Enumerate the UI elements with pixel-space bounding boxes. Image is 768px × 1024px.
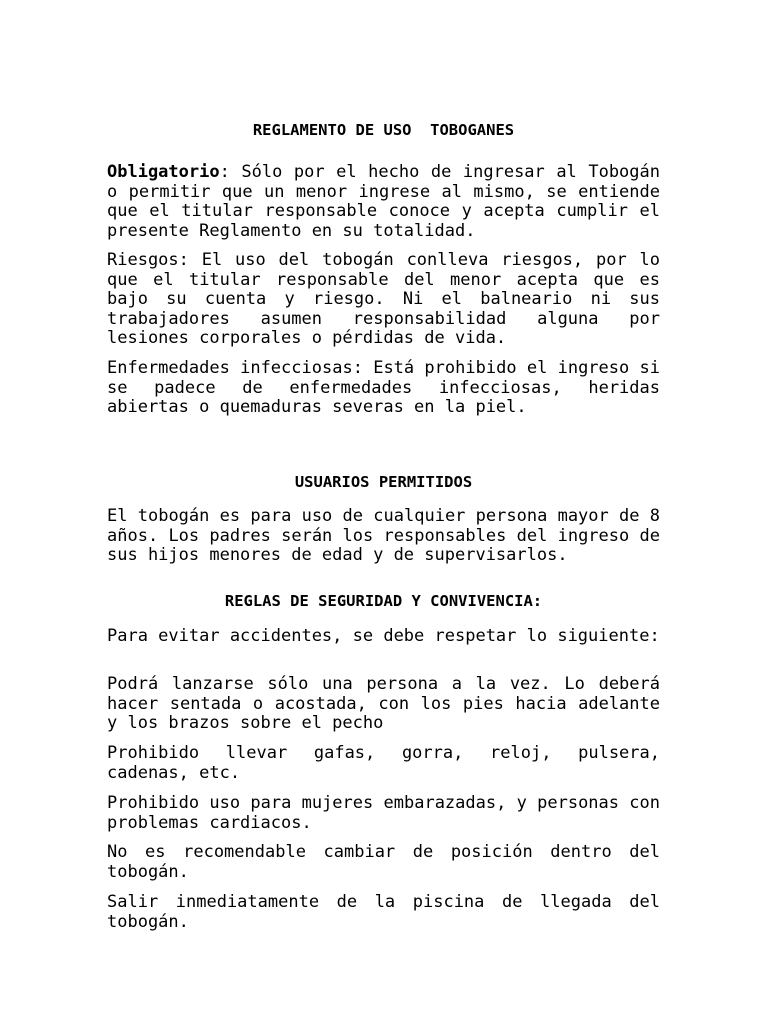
- heading-usuarios-permitidos: USUARIOS PERMITIDOS: [294, 473, 473, 491]
- paragraph-obligatorio-lead: Obligatorio: [107, 162, 220, 182]
- paragraph-usuarios: El tobogán es para uso de cualquier persona mayor de 8 años. Los padres serán los responsables del ingreso de sus hijos menores de edad y de supervisarlos.: [107, 506, 660, 565]
- rule-item: Salir inmediatamente de la piscina de llegada del tobogán.: [107, 892, 660, 932]
- rule-item: Prohibido llevar gafas, gorra, reloj, pulsera, cadenas, etc.: [107, 743, 660, 783]
- paragraph-obligatorio-text: : Sólo por el hecho de ingresar al Tobogán o permitir que un menor ingrese al mismo, se entiende que el titular responsable conoce y acepta cumplir el presente Reglamento en su totalidad.: [107, 162, 660, 241]
- heading-reglas-seguridad: REGLAS DE SEGURIDAD Y CONVIVENCIA:: [224, 592, 543, 610]
- document-title: REGLAMENTO DE USO TOBOGANES: [252, 121, 515, 139]
- rule-item: No es recomendable cambiar de posición dentro del tobogán.: [107, 842, 660, 882]
- paragraph-enfermedades-infecciosas: Enfermedades infecciosas: Está prohibido el ingreso si se padece de enfermedades infecciosas, heridas abiertas o quemaduras severas en la piel.: [107, 358, 660, 417]
- rule-item: Para evitar accidentes, se debe respetar lo siguiente:: [107, 626, 660, 646]
- rule-item: Podrá lanzarse sólo una persona a la vez. Lo deberá hacer sentada o acostada, con los pies hacia adelante y los brazos sobre el pecho: [107, 674, 660, 733]
- paragraph-obligatorio: [107, 163, 660, 241]
- paragraph-riesgos: Riesgos: El uso del tobogán conlleva riesgos, por lo que el titular responsable del menor acepta que es bajo su cuenta y riesgo. Ni el balneario ni sus trabajadores asumen responsabilidad alguna por lesiones corporales o pérdidas de vida.: [107, 250, 660, 348]
- rule-item: Prohibido uso para mujeres embarazadas, y personas con problemas cardiacos.: [107, 793, 660, 833]
